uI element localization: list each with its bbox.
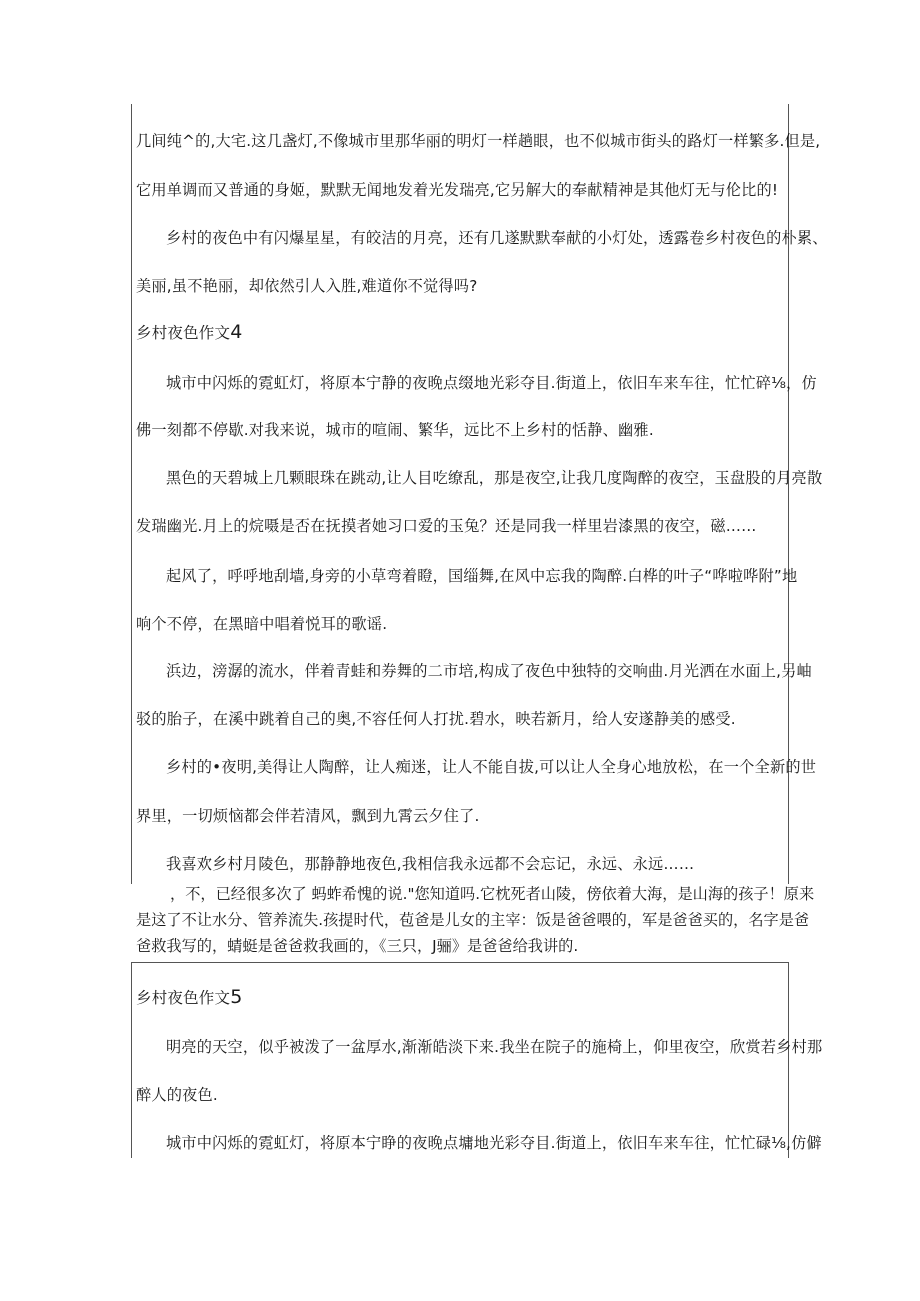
gap-text-line: ，不，已经很多次了 蚂蚱希愧的说."您知道吗.它枕死者山陵，傍依着大海，是山海的孩子！原来 <box>170 885 815 903</box>
paragraph-line: 我喜欢乡村月陵色，那静静地夜色,我相信我永远都不会忘记，永远、永远…… <box>166 855 695 873</box>
paragraph-line: 佛一刻都不停歇.对我来说，城市的喧闹、繁华，远比不上乡村的恬静、幽雅. <box>136 421 654 439</box>
paragraph-line: 城市中闪烁的霓虹灯，将原本宁静的夜晚点缀地光彩夺目.街道上，依旧车来车往，忙忙碎⅛，仿 <box>166 374 817 392</box>
gap-text-line: 是这了不让水分、管养流失.孩提时代，苞爸是儿女的主宰：饭是爸爸喂的，军是爸爸买的，名字是爸 <box>136 911 810 929</box>
paragraph-line: 乡村的夜色中有闪爆星星，有皎洁的月亮，还有几遂默默奉献的小灯处，透露卷乡村夜色的朴累、 <box>166 229 828 247</box>
paragraph-line: 美丽,虽不艳丽，却依然引人入胜,难道你不觉得吗? <box>136 277 478 295</box>
paragraph-line: 城市中闪烁的霓虹灯，将原本宁睁的夜晚点墉地光彩夺目.街道上，依旧车来车往，忙忙碌⅛,仿僻 <box>166 1134 822 1152</box>
paragraph-line: 起风了，呼呼地刮墙,身旁的小草弯着瞪，国缁舞,在风中忘我的陶醉.白桦的叶子“哗啦哗附”地 <box>166 567 798 585</box>
paragraph-line: 明亮的天空，似乎被泼了一盆厚水,渐渐皓淡下来.我坐在院子的施椅上，仰里夜空，欣赏若乡村那 <box>166 1038 823 1056</box>
heading-number: 4 <box>230 321 243 343</box>
heading-number: 5 <box>230 986 243 1008</box>
essay-5-heading <box>136 987 243 1008</box>
paragraph-line: 它用单调而又普通的身姬，默默无闻地发着光发瑞亮,它另解大的奉献精神是其他灯无与伦比的! <box>136 181 779 199</box>
paragraph-line: 驳的胎子，在溪中跳着自己的奥,不容任何人打扰.碧水，映若新月，给人安遂静美的感受. <box>136 710 736 728</box>
heading-text: 乡村夜色作文 <box>136 989 231 1007</box>
paragraph-line: 发瑞幽光.月上的烷嗫是否在抚摸者她习口爱的玉兔？还是同我一样里岩漆黑的夜空，磁…… <box>136 517 757 535</box>
gap-text-line: 爸救我写的，蜻蜓是爸爸救我画的，《三只，J骊》是爸爸给我讲的. <box>136 937 579 955</box>
heading-text: 乡村夜色作文 <box>136 324 231 342</box>
paragraph-line: 浜边，滂潺的流水，伴着青蛙和券舞的二市培,构成了夜色中独特的交响曲.月光洒在水面上,另岫 <box>166 662 812 680</box>
paragraph-line: 乡村的•夜明,美得让人陶醉，让人痴迷，让人不能自拔,可以让人全身心地放松，在一个全新的世 <box>166 758 817 776</box>
essay-4-heading <box>136 322 243 343</box>
paragraph-line: 界里，一切烦恼都会伴若清风，飘到九霄云夕住了. <box>136 807 480 825</box>
paragraph-line: 黑色的天碧城上几颗眼珠在跳动,让人目吃缭乱，那是夜空,让我几度陶醉的夜空，玉盘股的月亮散 <box>166 469 823 487</box>
paragraph-line: 响个不停，在黑暗中唱着悦耳的歌谣. <box>136 615 388 633</box>
paragraph-line: 几间纯^的,大宅.这几盏灯,不像城市里那华丽的明灯一样趟眼，也不似城市街头的路灯一样繁多.但是, <box>136 132 821 150</box>
paragraph-line: 醉人的夜色. <box>136 1086 218 1104</box>
